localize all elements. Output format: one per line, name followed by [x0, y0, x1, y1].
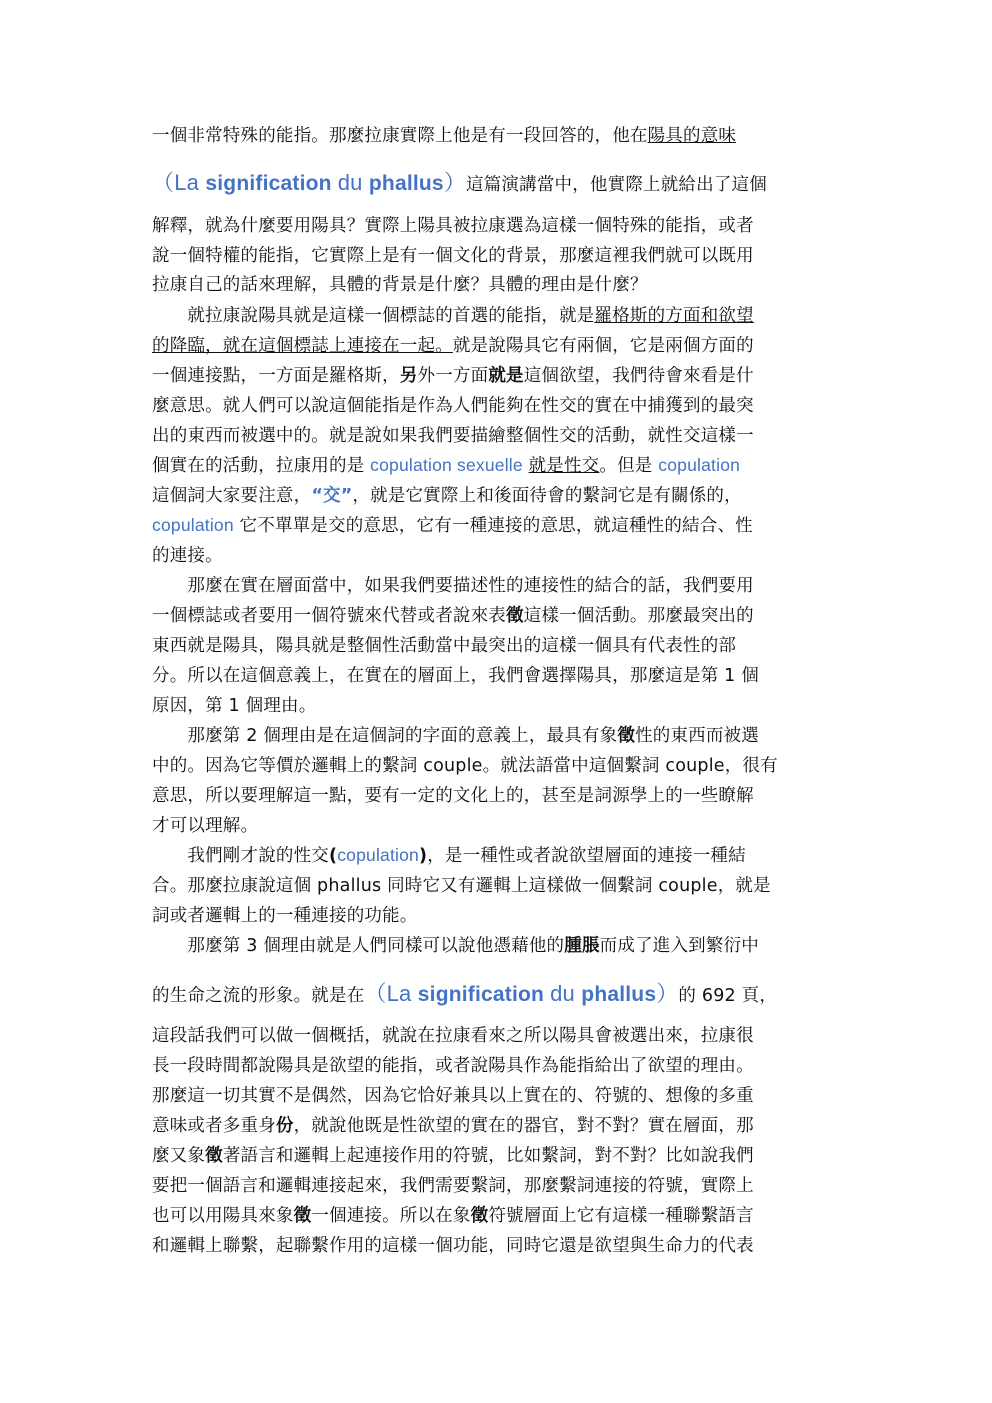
text-segment: 符號層面上它有這樣一種聯繫語言	[488, 1206, 754, 1226]
text-line	[152, 1202, 842, 1227]
text-segment: ）	[443, 171, 467, 196]
text-segment: 的降臨，就在這個標誌上連接在一起。	[152, 336, 453, 356]
text-segment: copulation sexuelle	[370, 455, 523, 475]
text-segment: 徵	[617, 726, 636, 746]
text-segment: 一個連接。所以在象	[311, 1206, 471, 1226]
text-segment: 才可以理解。	[152, 816, 259, 836]
text-line	[152, 482, 842, 507]
text-segment: ，就說他既是性欲望的實在的器官，對不對？實在層面，那	[293, 1116, 754, 1136]
text-segment: 東西就是陽具，陽具就是整個性活動當中最突出的這樣一個具有代表性的部	[152, 636, 737, 656]
text-line	[152, 242, 842, 267]
text-line	[152, 422, 842, 447]
text-segment: signification	[417, 983, 551, 1006]
text-segment: 一個非常特殊的能指。那麼拉康實際上他是有一段回答的，他在	[152, 126, 648, 146]
text-segment: 的 692 頁，	[678, 986, 778, 1006]
text-line	[152, 752, 842, 777]
text-segment: 這樣一個活動。那麼最突出的	[523, 606, 754, 626]
text-line	[152, 872, 842, 897]
text-segment: 就是	[488, 366, 524, 386]
text-segment: ）	[656, 982, 679, 1007]
text-segment: 徵	[506, 606, 524, 626]
text-segment: （	[364, 982, 387, 1007]
text-line	[152, 122, 842, 147]
text-segment: 徵	[205, 1146, 223, 1166]
text-segment: 性的東西而被選	[635, 726, 759, 746]
text-line	[152, 1052, 842, 1077]
text-segment: 解釋，就為什麼要用陽具？實際上陽具被拉康選為這樣一個特殊的能指，或者	[152, 216, 754, 236]
text-line	[152, 302, 842, 327]
text-line	[152, 842, 842, 867]
text-line	[152, 166, 842, 197]
text-segment: copulation	[152, 515, 234, 535]
text-line	[152, 212, 842, 237]
text-segment: 詞或者邏輯上的一種連接的功能。	[152, 906, 418, 926]
text-segment: 長一段時間都說陽具是欲望的能指，或者說陽具作為能指給出了欲望的理由。	[152, 1056, 754, 1076]
text-segment: 就是性交	[528, 456, 600, 476]
text-line	[152, 902, 842, 927]
text-segment: du	[550, 981, 582, 1006]
text-segment: 意思，所以要理解這一點，要有一定的文化上的，甚至是詞源學上的一些瞭解	[152, 786, 754, 806]
text-segment: La	[386, 981, 418, 1006]
text-segment: 。但是	[599, 456, 659, 476]
text-segment: 要把一個語言和邏輯連接起來，我們需要繫詞，那麼繫詞連接的符號，實際上	[152, 1176, 754, 1196]
text-segment: 陽具的意味	[647, 126, 737, 146]
text-line	[152, 977, 842, 1008]
text-line	[152, 692, 842, 717]
text-segment: 它不單單是交的意思，它有一種連接的意思，就這種性的結合、性	[233, 516, 753, 536]
text-segment: 一個連接點，一方面是羅格斯，	[152, 366, 400, 386]
text-segment: 的連接。	[152, 546, 223, 566]
text-segment: signification	[205, 172, 338, 195]
text-segment: 也可以用陽具來象	[152, 1206, 294, 1226]
text-segment: 這段話我們可以做一個概括，就說在拉康看來之所以陽具會被選出來，拉康很	[152, 1026, 754, 1046]
text-segment: 麼又象	[152, 1146, 206, 1166]
text-segment: 那麼第 2 個理由是在這個詞的字面的意義上，最具有象	[152, 726, 618, 746]
text-line	[152, 662, 842, 687]
text-segment: 這篇演講當中，他實際上就給出了這個	[466, 175, 767, 195]
text-segment: 徵	[470, 1206, 489, 1226]
text-line	[152, 602, 842, 627]
text-segment: du	[337, 170, 369, 195]
text-segment: ，就是它實際上和後面待會的繫詞它是有關係的，	[352, 486, 742, 506]
text-line	[152, 362, 842, 387]
text-segment: 說一個特權的能指，它實際上是有一個文化的背景，那麼這裡我們就可以既用	[152, 246, 754, 266]
text-segment: 徵	[293, 1206, 312, 1226]
text-segment: 這個詞大家要注意，	[152, 486, 312, 506]
text-segment: 那麼在實在層面當中，如果我們要描述性的連接性的結合的話，我們要用	[152, 576, 754, 596]
text-line	[152, 812, 842, 837]
text-segment: 著語言和邏輯上起連接作用的符號，比如繫詞，對不對？比如說我們	[222, 1146, 754, 1166]
text-segment: 而成了進入到繁衍中	[599, 936, 759, 956]
text-segment: ，是一種性或者說欲望層面的連接一種結	[427, 846, 746, 866]
text-line	[152, 1172, 842, 1197]
text-line	[152, 452, 842, 477]
text-segment: )	[419, 846, 428, 866]
text-segment: 分。所以在這個意義上，在實在的層面上，我們會選擇陽具，那麼這是第 1 個	[152, 666, 759, 686]
text-segment: 出的東西而被選中的。就是說如果我們要描繪整個性交的活動，就性交這樣一	[152, 426, 754, 446]
text-segment: phallus	[368, 172, 444, 195]
text-line	[152, 542, 842, 567]
text-segment: 中的。因為它等價於邏輯上的繫詞 couple。就法語當中這個繫詞 couple，很有	[152, 756, 778, 776]
text-segment: 外一方面	[417, 366, 489, 386]
text-segment: 我們剛才說的性交	[152, 846, 329, 866]
text-line	[152, 782, 842, 807]
text-line	[152, 271, 842, 296]
text-segment: 拉康自己的話來理解，具體的背景是什麼？具體的理由是什麼？	[152, 275, 648, 295]
text-segment: 份	[275, 1116, 294, 1136]
text-line	[152, 1022, 842, 1047]
text-segment: 和邏輯上聯繫，起聯繫作用的這樣一個功能，同時它還是欲望與生命力的代表	[152, 1236, 754, 1256]
text-segment: 的生命之流的形象。就是在	[152, 986, 365, 1006]
text-line	[152, 1142, 842, 1167]
text-line	[152, 572, 842, 597]
text-line	[152, 1082, 842, 1107]
text-segment: 就拉康說陽具就是這樣一個標誌的首選的能指，就是	[152, 306, 595, 326]
text-segment: 那麼這一切其實不是偶然，因為它恰好兼具以上實在的、符號的、想像的多重	[152, 1086, 754, 1106]
text-segment: 合。那麼拉康說這個 phallus 同時它又有邏輯上這樣做一個繫詞 couple，就是	[152, 876, 771, 896]
text-line	[152, 1232, 842, 1257]
text-line	[152, 392, 842, 417]
text-segment: 個實在的活動，拉康用的是	[152, 456, 371, 476]
text-segment: 意味或者多重身	[152, 1116, 276, 1136]
text-segment: 就是說陽具它有兩個，它是兩個方面的	[452, 336, 754, 356]
text-segment: 那麼第 3 個理由就是人們同樣可以說他憑藉他的	[152, 936, 565, 956]
text-line	[152, 932, 842, 957]
text-segment: copulation	[658, 455, 741, 475]
text-segment: (	[329, 846, 338, 866]
text-line	[152, 722, 842, 747]
text-line	[152, 632, 842, 657]
text-segment: 麼意思。就人們可以說這個能指是作為人們能夠在性交的實在中捕獲到的最突	[152, 396, 754, 416]
text-segment: （	[152, 171, 175, 196]
text-segment: “交”	[311, 486, 353, 506]
text-segment: 一個標誌或者要用一個符號來代替或者說來表	[152, 606, 506, 626]
text-line	[152, 512, 842, 537]
text-segment: 羅格斯的方面和欲望	[594, 306, 754, 326]
text-segment: 另	[399, 366, 418, 386]
text-segment: La	[174, 170, 206, 195]
text-segment: 這個欲望，我們待會來看是什	[523, 366, 754, 386]
text-line	[152, 1112, 842, 1137]
text-line	[152, 332, 842, 357]
text-segment: 原因，第 1 個理由。	[152, 696, 317, 716]
text-segment: 腫脹	[564, 936, 600, 956]
text-segment: copulation	[337, 845, 419, 865]
text-segment: phallus	[581, 983, 657, 1006]
